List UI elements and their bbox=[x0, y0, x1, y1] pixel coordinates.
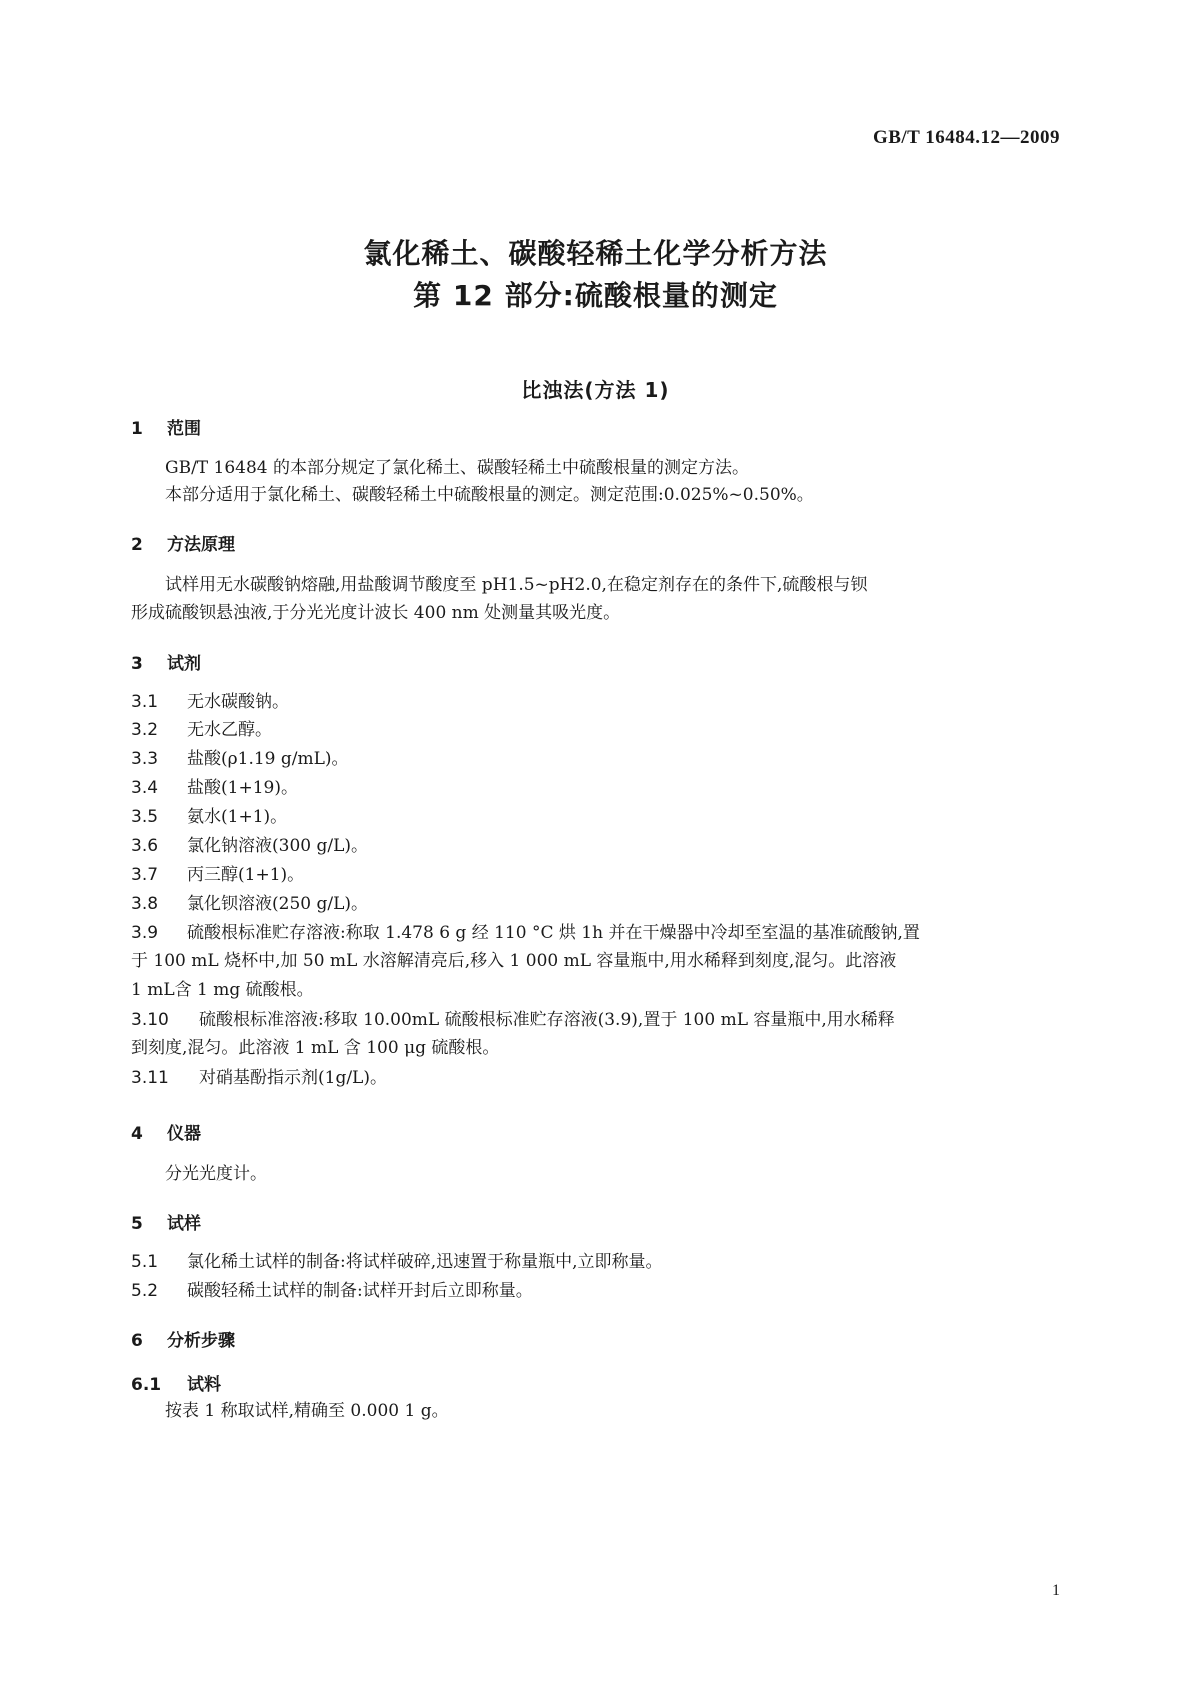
section-1-paragraph-1: GB/T 16484 的本部分规定了氯化稀土、碳酸轻稀土中硫酸根量的测定方法。 bbox=[165, 458, 750, 478]
reagent-item-3-9-line-2: 于 100 mL 烧杯中,加 50 mL 水溶解清亮后,移入 1 000 mL 容量瓶中,用水稀释到刻度,混匀。此溶液 bbox=[131, 951, 897, 971]
section-2-paragraph-line-2: 形成硫酸钡悬浊液,于分光光度计波长 400 nm 处测量其吸光度。 bbox=[131, 603, 621, 623]
sample-item bbox=[131, 1248, 663, 1276]
item-text: 硫酸根标准溶液:移取 10.00mL 硫酸根标准贮存溶液(3.9),置于 100 mL 容量瓶中,用水稀释 bbox=[199, 1010, 895, 1030]
item-number: 3.3 bbox=[131, 749, 159, 769]
reagent-item-3-10-line-2: 到刻度,混匀。此溶液 1 mL 含 100 μg 硫酸根。 bbox=[131, 1038, 500, 1058]
sample-item bbox=[131, 1277, 533, 1305]
section-number: 2 bbox=[131, 535, 143, 555]
item-number: 3.2 bbox=[131, 720, 159, 740]
subsection-number: 6.1 bbox=[131, 1375, 162, 1395]
reagent-item bbox=[131, 745, 349, 773]
item-number: 3.5 bbox=[131, 807, 159, 827]
item-number: 3.11 bbox=[131, 1068, 169, 1088]
reagent-item bbox=[131, 890, 368, 918]
item-text: 氯化稀土试样的制备:将试样破碎,迅速置于称量瓶中,立即称量。 bbox=[187, 1252, 663, 1272]
reagent-item-3-9-line-3: 1 mL含 1 mg 硫酸根。 bbox=[131, 980, 314, 1000]
item-number: 3.6 bbox=[131, 836, 159, 856]
reagent-item bbox=[131, 861, 304, 889]
section-2-paragraph-line-1: 试样用无水碳酸钠熔融,用盐酸调节酸度至 pH1.5~pH2.0,在稳定剂存在的条件下,硫酸根与钡 bbox=[165, 575, 868, 595]
reagent-item bbox=[131, 716, 272, 744]
item-text: 盐酸(ρ1.19 g/mL)。 bbox=[187, 749, 349, 769]
section-4-heading bbox=[131, 1119, 201, 1144]
section-1-heading bbox=[131, 414, 201, 439]
section-title: 试样 bbox=[167, 1214, 201, 1234]
item-text: 氨水(1+1)。 bbox=[187, 807, 288, 827]
item-text: 无水乙醇。 bbox=[187, 720, 272, 740]
item-number: 3.10 bbox=[131, 1010, 169, 1030]
document-title-line-1: 氯化稀土、碳酸轻稀土化学分析方法 bbox=[363, 237, 828, 270]
subsection-6-1-paragraph: 按表 1 称取试样,精确至 0.000 1 g。 bbox=[165, 1401, 449, 1421]
item-text: 对硝基酚指示剂(1g/L)。 bbox=[199, 1068, 387, 1088]
item-number: 5.2 bbox=[131, 1281, 159, 1301]
section-3-heading bbox=[131, 649, 201, 674]
section-4-paragraph: 分光光度计。 bbox=[165, 1164, 267, 1184]
subsection-title: 试料 bbox=[187, 1375, 221, 1395]
item-number: 3.4 bbox=[131, 778, 159, 798]
section-5-heading bbox=[131, 1209, 201, 1234]
item-text: 碳酸轻稀土试样的制备:试样开封后立即称量。 bbox=[187, 1281, 533, 1301]
standard-number: GB/T 16484.12—2009 bbox=[872, 127, 1060, 148]
reagent-item bbox=[131, 803, 287, 831]
reagent-item-3-10-line-1 bbox=[131, 1006, 895, 1034]
reagent-item bbox=[131, 688, 289, 716]
section-1-paragraph-2: 本部分适用于氯化稀土、碳酸轻稀土中硫酸根量的测定。测定范围:0.025%~0.50%。 bbox=[165, 485, 814, 505]
reagent-item bbox=[131, 832, 368, 860]
item-number: 5.1 bbox=[131, 1252, 159, 1272]
section-number: 1 bbox=[131, 419, 143, 439]
item-text: 硫酸根标准贮存溶液:称取 1.478 6 g 经 110 °C 烘 1h 并在干燥器中冷却至室温的基准硫酸钠,置 bbox=[187, 923, 920, 943]
section-number: 3 bbox=[131, 654, 143, 674]
reagent-item-3-9-line-1 bbox=[131, 919, 920, 947]
section-title: 范围 bbox=[167, 419, 201, 439]
section-number: 4 bbox=[131, 1124, 143, 1144]
section-title: 方法原理 bbox=[167, 535, 235, 555]
page-number: 1 bbox=[1052, 1582, 1060, 1599]
section-number: 6 bbox=[131, 1331, 143, 1351]
section-2-heading bbox=[131, 530, 235, 555]
method-title: 比浊法(方法 1) bbox=[521, 378, 670, 402]
item-text: 氯化钠溶液(300 g/L)。 bbox=[187, 836, 369, 856]
item-text: 丙三醇(1+1)。 bbox=[187, 865, 305, 885]
section-title: 仪器 bbox=[167, 1124, 201, 1144]
item-text: 氯化钡溶液(250 g/L)。 bbox=[187, 894, 369, 914]
document-title-line-2: 第 12 部分:硫酸根量的测定 bbox=[413, 279, 778, 312]
section-6-heading bbox=[131, 1326, 235, 1351]
reagent-item bbox=[131, 774, 298, 802]
section-title: 试剂 bbox=[167, 654, 201, 674]
section-title: 分析步骤 bbox=[167, 1331, 235, 1351]
item-number: 3.8 bbox=[131, 894, 159, 914]
item-text: 无水碳酸钠。 bbox=[187, 692, 289, 712]
item-number: 3.7 bbox=[131, 865, 159, 885]
item-text: 盐酸(1+19)。 bbox=[187, 778, 298, 798]
item-number: 3.1 bbox=[131, 692, 159, 712]
reagent-item-3-11 bbox=[131, 1064, 387, 1092]
subsection-6-1-heading bbox=[131, 1370, 221, 1395]
item-number: 3.9 bbox=[131, 923, 159, 943]
section-number: 5 bbox=[131, 1214, 143, 1234]
